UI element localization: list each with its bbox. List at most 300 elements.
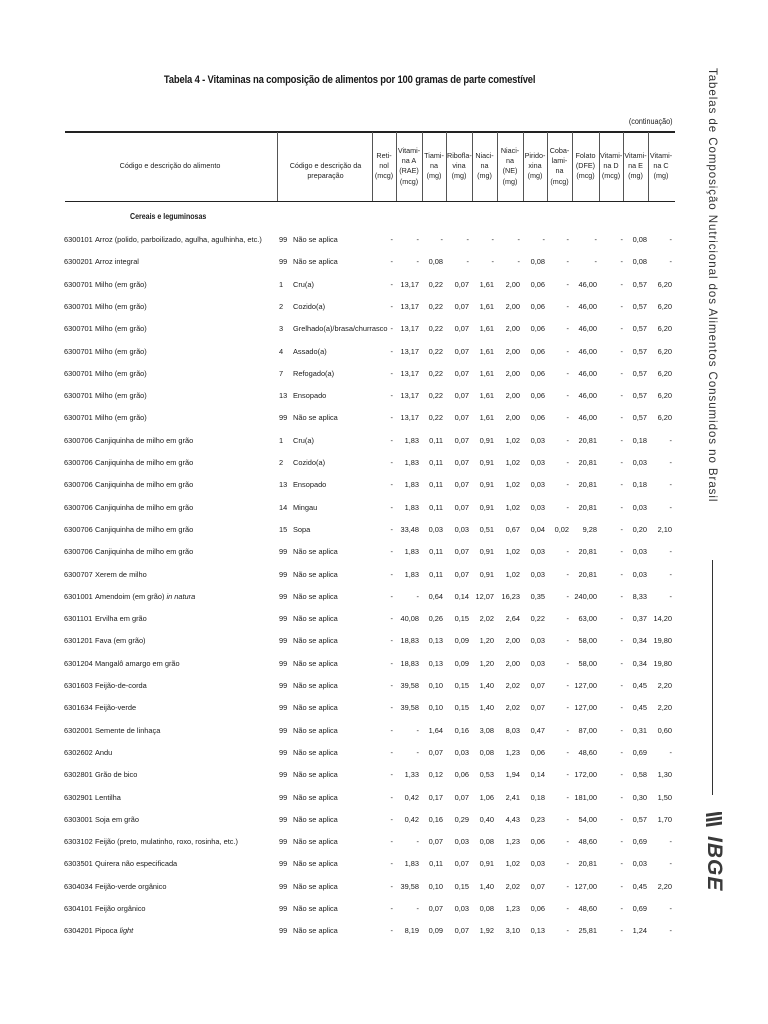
value-cell: 20,81 (578, 435, 597, 445)
value-cell: 0,29 (454, 814, 469, 824)
value-cell: - (390, 859, 393, 869)
food-description: Semente de linhaça (95, 725, 161, 735)
header-top-rule (65, 131, 675, 133)
header-line: (RAE) (399, 166, 419, 176)
value-cell: - (416, 257, 419, 267)
value-cell: - (620, 747, 623, 757)
food-description: Canjiquinha de milho em grão (95, 524, 194, 534)
value-cell: 0,03 (632, 458, 647, 467)
header-line: Niaci- (475, 151, 494, 160)
value-cell: - (466, 235, 469, 244)
value-cell: 0,07 (454, 391, 469, 401)
value-cell: 2,00 (505, 346, 520, 356)
food-description: Xerem de milho (95, 569, 147, 579)
prep-description: Não se aplica (293, 257, 338, 267)
header-line: na A (401, 156, 417, 166)
value-cell: 0,12 (428, 770, 443, 780)
prep-description: Não se aplica (293, 636, 338, 646)
value-cell: 0,03 (530, 636, 545, 646)
value-cell: 0,22 (428, 324, 443, 334)
value-cell: 0,13 (530, 926, 545, 936)
value-cell: 0,57 (632, 301, 647, 311)
header-line: Vitami- (600, 151, 623, 160)
header-col-10 (624, 151, 647, 182)
value-cell: - (566, 458, 569, 467)
prep-description: Cru(a) (293, 279, 314, 289)
value-cell: 0,07 (530, 881, 545, 891)
value-cell: 127,00 (574, 703, 597, 713)
value-cell: - (390, 681, 393, 690)
prep-code: 15 (279, 524, 288, 534)
table-row (0, 233, 690, 247)
value-cell: 0,07 (428, 904, 443, 913)
value-cell: 2,00 (505, 368, 520, 378)
value-cell: 0,22 (428, 301, 443, 311)
food-code: 6301204 (64, 658, 93, 668)
value-cell: 0,03 (632, 859, 647, 869)
value-cell: - (620, 435, 623, 445)
value-cell: - (390, 547, 393, 557)
header-line: (mg) (653, 171, 669, 181)
value-cell: - (566, 881, 569, 891)
header-divider (648, 132, 649, 201)
value-cell: - (620, 881, 623, 891)
value-cell: 0,07 (428, 837, 443, 847)
value-cell: 0,35 (530, 591, 545, 601)
value-cell: - (669, 926, 672, 936)
value-cell: - (669, 747, 672, 757)
value-cell: 172,00 (574, 770, 597, 780)
value-cell: 1,02 (505, 502, 520, 512)
prep-description: Mingau (293, 502, 318, 512)
value-cell: - (566, 346, 569, 356)
food-description: Soja em grão (95, 814, 139, 824)
value-cell: - (620, 926, 623, 936)
value-cell: 0,69 (632, 747, 647, 757)
value-cell: 0,15 (454, 681, 469, 690)
prep-code: 99 (279, 547, 288, 557)
header-line: na (506, 156, 514, 166)
value-cell: 19,80 (653, 636, 672, 646)
value-cell: - (491, 257, 494, 267)
header-prep: Código e descrição da preparação (289, 161, 362, 181)
value-cell: - (566, 703, 569, 713)
value-cell: 39,58 (400, 681, 419, 690)
value-cell: 1,30 (657, 770, 672, 780)
table-row (0, 545, 690, 559)
value-cell: - (669, 547, 672, 557)
value-cell: 25,81 (578, 926, 597, 936)
value-cell: 1,61 (479, 391, 494, 401)
food-description: Feijão-verde (95, 703, 137, 713)
prep-code: 13 (279, 391, 288, 401)
table-row (0, 701, 690, 715)
prep-description: Não se aplica (293, 413, 338, 423)
header-line: (mg) (628, 171, 643, 181)
value-cell: - (390, 881, 393, 891)
value-cell: 63,00 (578, 614, 597, 624)
food-description: Feijão (preto, mulatinho, roxo, rosinha, etc.) (95, 837, 238, 847)
value-cell: 0,22 (428, 368, 443, 378)
value-cell: 13,17 (400, 368, 419, 378)
header-col-0 (373, 151, 395, 182)
food-code: 6303501 (64, 859, 93, 869)
value-cell: 0,11 (429, 569, 443, 579)
food-description: Feijão-verde orgânico (95, 881, 167, 891)
prep-description: Não se aplica (293, 814, 338, 824)
value-cell: 0,14 (530, 770, 545, 780)
value-cell: - (594, 235, 597, 244)
value-cell: 2,00 (505, 301, 520, 311)
value-cell: - (390, 792, 393, 802)
food-code: 6300706 (64, 547, 93, 557)
food-description: Fava (em grão) (95, 636, 146, 646)
table-row (0, 278, 690, 292)
header-line: (mg) (477, 171, 492, 181)
value-cell: 0,22 (428, 413, 443, 423)
header-divider (472, 132, 473, 201)
value-cell: - (390, 480, 393, 490)
value-cell: 0,45 (632, 681, 647, 690)
value-cell: - (390, 747, 393, 757)
food-description: Pipoca light (95, 926, 134, 936)
food-description: Canjiquinha de milho em grão (95, 435, 194, 445)
value-cell: - (566, 792, 569, 802)
value-cell: 0,91 (479, 502, 494, 512)
value-cell: 0,15 (454, 703, 469, 713)
value-cell: 1,61 (479, 301, 494, 311)
value-cell: 0,06 (530, 279, 545, 289)
prep-code: 99 (279, 814, 288, 824)
value-cell: 18,83 (400, 636, 419, 646)
value-cell: 1,61 (479, 324, 494, 334)
food-description: Canjiquinha de milho em grão (95, 458, 194, 467)
value-cell: - (669, 458, 672, 467)
value-cell: 1,61 (479, 368, 494, 378)
prep-code: 13 (279, 480, 288, 490)
prep-description: Não se aplica (293, 792, 338, 802)
value-cell: 1,02 (505, 435, 520, 445)
value-cell: 46,00 (578, 413, 597, 423)
food-code: 6302001 (64, 725, 93, 735)
value-cell: - (620, 413, 623, 423)
value-cell: - (390, 703, 393, 713)
value-cell: 0,06 (530, 346, 545, 356)
value-cell: 0,15 (454, 614, 469, 624)
value-cell: 0,03 (530, 569, 545, 579)
prep-code: 99 (279, 569, 288, 579)
table-row (0, 768, 690, 782)
header-line: (mg) (451, 171, 467, 181)
value-cell: 48,60 (578, 837, 597, 847)
value-cell: 0,03 (454, 747, 469, 757)
header-line: (mg) (426, 171, 442, 181)
value-cell: - (390, 413, 393, 423)
food-code: 6300701 (64, 413, 93, 423)
value-cell: - (620, 502, 623, 512)
table-row (0, 367, 690, 381)
prep-description: Sopa (293, 524, 311, 534)
value-cell: - (669, 904, 672, 913)
prep-code: 3 (279, 324, 284, 334)
value-cell: - (390, 502, 393, 512)
value-cell: 20,81 (578, 502, 597, 512)
value-cell: - (390, 368, 393, 378)
food-description: Canjiquinha de milho em grão (95, 502, 194, 512)
value-cell: 0,13 (428, 636, 443, 646)
food-code: 6300706 (64, 435, 93, 445)
value-cell: 0,03 (530, 435, 545, 445)
header-col-4 (473, 151, 496, 182)
value-cell: 0,91 (479, 435, 494, 445)
value-cell: - (390, 926, 393, 936)
value-cell: 1,23 (505, 837, 520, 847)
header-line: na (430, 161, 438, 171)
value-cell: - (416, 904, 419, 913)
value-cell: - (669, 837, 672, 847)
header-divider (497, 132, 498, 201)
value-cell: 0,18 (632, 435, 647, 445)
value-cell: - (566, 614, 569, 624)
value-cell: - (566, 547, 569, 557)
value-cell: 20,81 (578, 458, 597, 467)
value-cell: 0,67 (505, 524, 520, 534)
value-cell: 2,02 (505, 703, 520, 713)
value-cell: 1,61 (479, 346, 494, 356)
value-cell: 0,03 (428, 524, 443, 534)
value-cell: 0,45 (632, 881, 647, 891)
value-cell: - (669, 235, 672, 244)
value-cell: 240,00 (574, 591, 597, 601)
food-description: Milho (em grão) (95, 324, 147, 334)
value-cell: 0,16 (454, 725, 469, 735)
value-cell: 0,09 (454, 636, 469, 646)
header-line: vina (452, 161, 466, 171)
value-cell: 2,00 (505, 391, 520, 401)
value-cell: - (390, 725, 393, 735)
table-row (0, 791, 690, 805)
prep-code: 99 (279, 413, 288, 423)
value-cell: 1,64 (428, 725, 443, 735)
value-cell: - (669, 591, 672, 601)
value-cell: - (517, 257, 520, 267)
value-cell: 2,00 (505, 324, 520, 334)
value-cell: 0,03 (530, 658, 545, 668)
value-cell: 3,10 (505, 926, 520, 936)
value-cell: 13,17 (400, 324, 419, 334)
header-line: xina (528, 161, 542, 171)
prep-code: 99 (279, 235, 288, 244)
value-cell: 2,00 (505, 658, 520, 668)
prep-code: 99 (279, 837, 288, 847)
table-row (0, 434, 690, 448)
value-cell: - (566, 324, 569, 334)
prep-code: 2 (279, 301, 284, 311)
value-cell: - (620, 703, 623, 713)
value-cell: 0,06 (454, 770, 469, 780)
header-divider (277, 132, 278, 201)
value-cell: 0,06 (530, 324, 545, 334)
table-row (0, 902, 690, 916)
value-cell: 8,33 (632, 591, 647, 601)
value-cell: 0,60 (657, 725, 672, 735)
table-row (0, 679, 690, 693)
value-cell: 0,42 (404, 792, 419, 802)
value-cell: - (620, 458, 623, 467)
food-code: 6300706 (64, 480, 93, 490)
value-cell: 0,34 (632, 658, 647, 668)
header-line: na E (628, 161, 643, 171)
value-cell: - (416, 235, 419, 244)
value-cell: - (566, 926, 569, 936)
value-cell: 0,06 (530, 413, 545, 423)
value-cell: 33,48 (400, 524, 419, 534)
value-cell: 16,23 (501, 591, 520, 601)
prep-code: 1 (279, 279, 284, 289)
value-cell: - (594, 257, 597, 267)
value-cell: 0,91 (479, 480, 494, 490)
header-col-6 (524, 151, 546, 182)
value-cell: 14,20 (653, 614, 672, 624)
prep-description: Ensopado (293, 480, 327, 490)
value-cell: - (390, 591, 393, 601)
header-line: Coba- (549, 146, 570, 155)
prep-code: 4 (279, 346, 284, 356)
header-divider (372, 132, 373, 201)
value-cell: 0,07 (454, 458, 469, 467)
value-cell: 3,08 (479, 725, 494, 735)
value-cell: 0,69 (632, 837, 647, 847)
food-code: 6301101 (64, 614, 93, 624)
header-divider (599, 132, 600, 201)
prep-code: 99 (279, 725, 288, 735)
value-cell: - (390, 904, 393, 913)
value-cell: 0,18 (632, 480, 647, 490)
value-cell: - (669, 859, 672, 869)
value-cell: 0,69 (632, 904, 647, 913)
value-cell: - (390, 569, 393, 579)
value-cell: 0,91 (479, 547, 494, 557)
value-cell: 0,16 (428, 814, 443, 824)
value-cell: 2,00 (505, 279, 520, 289)
value-cell: - (620, 658, 623, 668)
food-description: Arroz (polido, parboilizado, agulha, agulhinha, etc.) (95, 235, 262, 244)
value-cell: 0,13 (428, 658, 443, 668)
value-cell: - (390, 435, 393, 445)
value-cell: 2,20 (657, 681, 672, 690)
value-cell: 0,07 (454, 324, 469, 334)
prep-description: Não se aplica (293, 725, 338, 735)
value-cell: - (620, 725, 623, 735)
value-cell: 1,50 (657, 792, 672, 802)
value-cell: 1,20 (479, 636, 494, 646)
continuation-label: (continuação) (628, 117, 672, 126)
table-row (0, 634, 690, 648)
value-cell: - (390, 301, 393, 311)
food-description: Milho (em grão) (95, 391, 147, 401)
value-cell: 0,06 (530, 837, 545, 847)
value-cell: - (620, 547, 623, 557)
value-cell: 13,17 (400, 279, 419, 289)
value-cell: 0,42 (404, 814, 419, 824)
value-cell: 1,40 (479, 681, 494, 690)
prep-code: 99 (279, 926, 288, 936)
header-line: (mg) (527, 171, 543, 181)
header-line: na C (653, 161, 669, 171)
value-cell: 0,45 (632, 703, 647, 713)
food-code: 6300706 (64, 502, 93, 512)
value-cell: - (491, 235, 494, 244)
value-cell: - (566, 658, 569, 668)
food-description: Canjiquinha de milho em grão (95, 480, 194, 490)
value-cell: 0,14 (454, 591, 469, 601)
value-cell: 0,11 (429, 859, 443, 869)
value-cell: 0,06 (530, 904, 545, 913)
header-line: (mcg) (374, 171, 394, 181)
value-cell: - (390, 257, 393, 267)
header-line: Tiami- (424, 151, 444, 160)
prep-code: 99 (279, 904, 288, 913)
value-cell: 0,11 (429, 435, 443, 445)
table-row (0, 345, 690, 359)
table-row (0, 300, 690, 314)
food-code: 6300701 (64, 346, 93, 356)
value-cell: 0,06 (530, 301, 545, 311)
value-cell: 1,33 (404, 770, 419, 780)
prep-description: Não se aplica (293, 703, 338, 713)
prep-description: Não se aplica (293, 770, 338, 780)
value-cell: - (620, 391, 623, 401)
header-line: Vitami- (397, 146, 421, 155)
value-cell: 0,07 (530, 681, 545, 690)
table-row (0, 568, 690, 582)
header-line: (mg) (502, 176, 518, 186)
value-cell: 6,20 (657, 279, 672, 289)
prep-description: Cozido(a) (293, 301, 326, 311)
value-cell: 13,17 (400, 413, 419, 423)
value-cell: 20,81 (578, 569, 597, 579)
value-cell: 0,58 (632, 770, 647, 780)
header-line: Vitami- (649, 151, 673, 160)
header-col-1 (397, 146, 421, 187)
table-row (0, 924, 690, 938)
value-cell: - (566, 681, 569, 690)
prep-description: Não se aplica (293, 859, 338, 869)
prep-code: 99 (279, 770, 288, 780)
value-cell: - (566, 257, 569, 267)
food-code: 6300706 (64, 524, 93, 534)
header-line: Vitami- (624, 151, 647, 160)
value-cell: - (620, 814, 623, 824)
value-cell: 0,07 (454, 792, 469, 802)
value-cell: 0,03 (454, 904, 469, 913)
value-cell: - (390, 614, 393, 624)
value-cell: 46,00 (578, 346, 597, 356)
value-cell: 0,07 (454, 502, 469, 512)
value-cell: 48,60 (578, 747, 597, 757)
value-cell: 58,00 (578, 636, 597, 646)
food-description: Andu (95, 747, 113, 757)
table-row (0, 657, 690, 671)
value-cell: 1,83 (404, 547, 419, 557)
value-cell: 1,83 (404, 502, 419, 512)
value-cell: - (390, 524, 393, 534)
value-cell: - (566, 301, 569, 311)
value-cell: 1,23 (505, 747, 520, 757)
food-code: 6301001 (64, 591, 93, 601)
value-cell: - (620, 837, 623, 847)
value-cell: 1,70 (657, 814, 672, 824)
